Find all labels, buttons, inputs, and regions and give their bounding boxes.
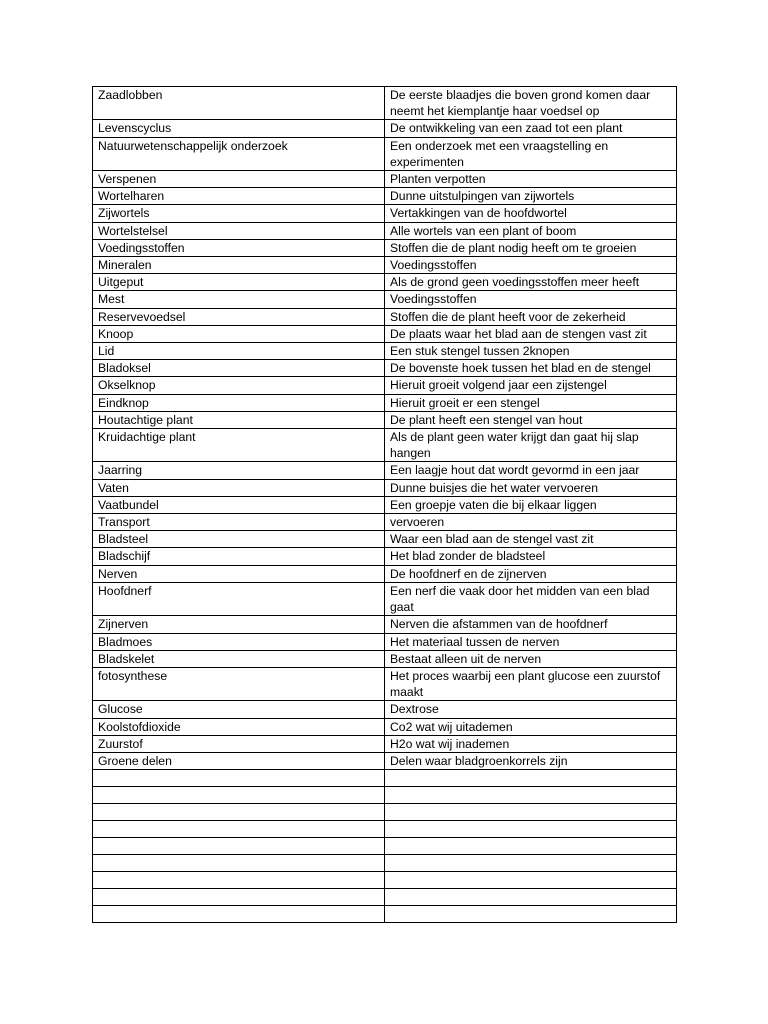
table-row	[93, 377, 677, 394]
table-row	[93, 906, 677, 923]
term-cell: Koolstofdioxide	[93, 718, 385, 735]
term-cell: Zijnerven	[93, 616, 385, 633]
table-row	[93, 514, 677, 531]
table-row	[93, 633, 677, 650]
definition-cell: Een laagje hout dat wordt gevormd in een jaar	[385, 462, 677, 479]
term-cell: Zaadlobben	[93, 87, 385, 120]
term-cell: Verspenen	[93, 171, 385, 188]
term-cell: Knoop	[93, 325, 385, 342]
definition-cell	[385, 906, 677, 923]
term-cell: Transport	[93, 514, 385, 531]
term-cell: Mest	[93, 291, 385, 308]
definition-cell: Een groepje vaten die bij elkaar liggen	[385, 496, 677, 513]
term-cell: Natuurwetenschappelijk onderzoek	[93, 137, 385, 170]
definition-cell: De ontwikkeling van een zaad tot een plant	[385, 120, 677, 137]
table-row	[93, 787, 677, 804]
table-row	[93, 137, 677, 170]
definition-cell: De bovenste hoek tussen het blad en de stengel	[385, 360, 677, 377]
term-cell: Eindknop	[93, 394, 385, 411]
table-row	[93, 257, 677, 274]
table-row	[93, 308, 677, 325]
term-cell: Jaarring	[93, 462, 385, 479]
definition-cell: De plant heeft een stengel van hout	[385, 411, 677, 428]
term-cell: Houtachtige plant	[93, 411, 385, 428]
definition-cell: Stoffen die de plant heeft voor de zekerheid	[385, 308, 677, 325]
table-row	[93, 343, 677, 360]
term-cell: Voedingsstoffen	[93, 239, 385, 256]
term-cell: Zuurstof	[93, 735, 385, 752]
table-row	[93, 496, 677, 513]
definition-cell: Dunne uitstulpingen van zijwortels	[385, 188, 677, 205]
table-row	[93, 770, 677, 787]
definition-cell: Delen waar bladgroenkorrels zijn	[385, 752, 677, 769]
glossary-table-body	[93, 87, 677, 923]
term-cell	[93, 889, 385, 906]
term-cell	[93, 821, 385, 838]
term-cell: Hoofdnerf	[93, 582, 385, 615]
definition-cell	[385, 804, 677, 821]
term-cell	[93, 804, 385, 821]
table-row	[93, 889, 677, 906]
table-row	[93, 394, 677, 411]
term-cell: Lid	[93, 343, 385, 360]
term-cell: Bladsteel	[93, 531, 385, 548]
term-cell: Levenscyclus	[93, 120, 385, 137]
definition-cell: De plaats waar het blad aan de stengen vast zit	[385, 325, 677, 342]
term-cell: Kruidachtige plant	[93, 429, 385, 462]
table-row	[93, 838, 677, 855]
term-cell: Mineralen	[93, 257, 385, 274]
definition-cell: Dunne buisjes die het water vervoeren	[385, 479, 677, 496]
definition-cell	[385, 838, 677, 855]
term-cell: Vaten	[93, 479, 385, 496]
term-cell: Wortelstelsel	[93, 222, 385, 239]
table-row	[93, 479, 677, 496]
term-cell: Okselknop	[93, 377, 385, 394]
table-row	[93, 120, 677, 137]
term-cell: Bladoksel	[93, 360, 385, 377]
term-cell: Wortelharen	[93, 188, 385, 205]
table-row	[93, 752, 677, 769]
table-row	[93, 87, 677, 120]
table-row	[93, 291, 677, 308]
term-cell: Zijwortels	[93, 205, 385, 222]
term-cell: Glucose	[93, 701, 385, 718]
table-row	[93, 411, 677, 428]
definition-cell: Als de plant geen water krijgt dan gaat hij slap hangen	[385, 429, 677, 462]
table-row	[93, 667, 677, 700]
table-row	[93, 462, 677, 479]
definition-cell: De hoofdnerf en de zijnerven	[385, 565, 677, 582]
definition-cell: De eerste blaadjes die boven grond komen daar neemt het kiemplantje haar voedsel op	[385, 87, 677, 120]
table-row	[93, 188, 677, 205]
term-cell: Nerven	[93, 565, 385, 582]
definition-cell: Co2 wat wij uitademen	[385, 718, 677, 735]
table-row	[93, 531, 677, 548]
table-row	[93, 582, 677, 615]
definition-cell	[385, 821, 677, 838]
definition-cell: Voedingsstoffen	[385, 257, 677, 274]
table-row	[93, 821, 677, 838]
definition-cell: Dextrose	[385, 701, 677, 718]
table-row	[93, 718, 677, 735]
table-row	[93, 205, 677, 222]
definition-cell: Voedingsstoffen	[385, 291, 677, 308]
definition-cell	[385, 889, 677, 906]
table-row	[93, 274, 677, 291]
term-cell: Groene delen	[93, 752, 385, 769]
table-row	[93, 222, 677, 239]
definition-cell: Het blad zonder de bladsteel	[385, 548, 677, 565]
table-row	[93, 429, 677, 462]
term-cell	[93, 787, 385, 804]
glossary-table	[92, 86, 677, 923]
definition-cell: Nerven die afstammen van de hoofdnerf	[385, 616, 677, 633]
table-row	[93, 616, 677, 633]
definition-cell	[385, 855, 677, 872]
term-cell: Bladschijf	[93, 548, 385, 565]
term-cell: Bladmoes	[93, 633, 385, 650]
term-cell: Bladskelet	[93, 650, 385, 667]
definition-cell	[385, 787, 677, 804]
term-cell: fotosynthese	[93, 667, 385, 700]
term-cell: Uitgeput	[93, 274, 385, 291]
table-row	[93, 804, 677, 821]
definition-cell: H2o wat wij inademen	[385, 735, 677, 752]
term-cell	[93, 838, 385, 855]
term-cell	[93, 770, 385, 787]
table-row	[93, 360, 677, 377]
definition-cell: Waar een blad aan de stengel vast zit	[385, 531, 677, 548]
definition-cell: Het proces waarbij een plant glucose een zuurstof maakt	[385, 667, 677, 700]
definition-cell	[385, 872, 677, 889]
term-cell	[93, 855, 385, 872]
table-row	[93, 650, 677, 667]
term-cell: Vaatbundel	[93, 496, 385, 513]
table-row	[93, 548, 677, 565]
definition-cell	[385, 770, 677, 787]
table-row	[93, 325, 677, 342]
definition-cell: Planten verpotten	[385, 171, 677, 188]
table-row	[93, 872, 677, 889]
definition-cell: Stoffen die de plant nodig heeft om te groeien	[385, 239, 677, 256]
definition-cell: Bestaat alleen uit de nerven	[385, 650, 677, 667]
table-row	[93, 855, 677, 872]
term-cell: Reservevoedsel	[93, 308, 385, 325]
table-row	[93, 565, 677, 582]
definition-cell: Hieruit groeit er een stengel	[385, 394, 677, 411]
definition-cell: Alle wortels van een plant of boom	[385, 222, 677, 239]
definition-cell: Hieruit groeit volgend jaar een zijstengel	[385, 377, 677, 394]
table-row	[93, 735, 677, 752]
table-row	[93, 239, 677, 256]
definition-cell: vervoeren	[385, 514, 677, 531]
table-row	[93, 171, 677, 188]
term-cell	[93, 872, 385, 889]
term-cell	[93, 906, 385, 923]
definition-cell: Een nerf die vaak door het midden van een blad gaat	[385, 582, 677, 615]
definition-cell: Als de grond geen voedingsstoffen meer heeft	[385, 274, 677, 291]
table-row	[93, 701, 677, 718]
definition-cell: Een onderzoek met een vraagstelling en experimenten	[385, 137, 677, 170]
definition-cell: Het materiaal tussen de nerven	[385, 633, 677, 650]
definition-cell: Vertakkingen van de hoofdwortel	[385, 205, 677, 222]
definition-cell: Een stuk stengel tussen 2knopen	[385, 343, 677, 360]
